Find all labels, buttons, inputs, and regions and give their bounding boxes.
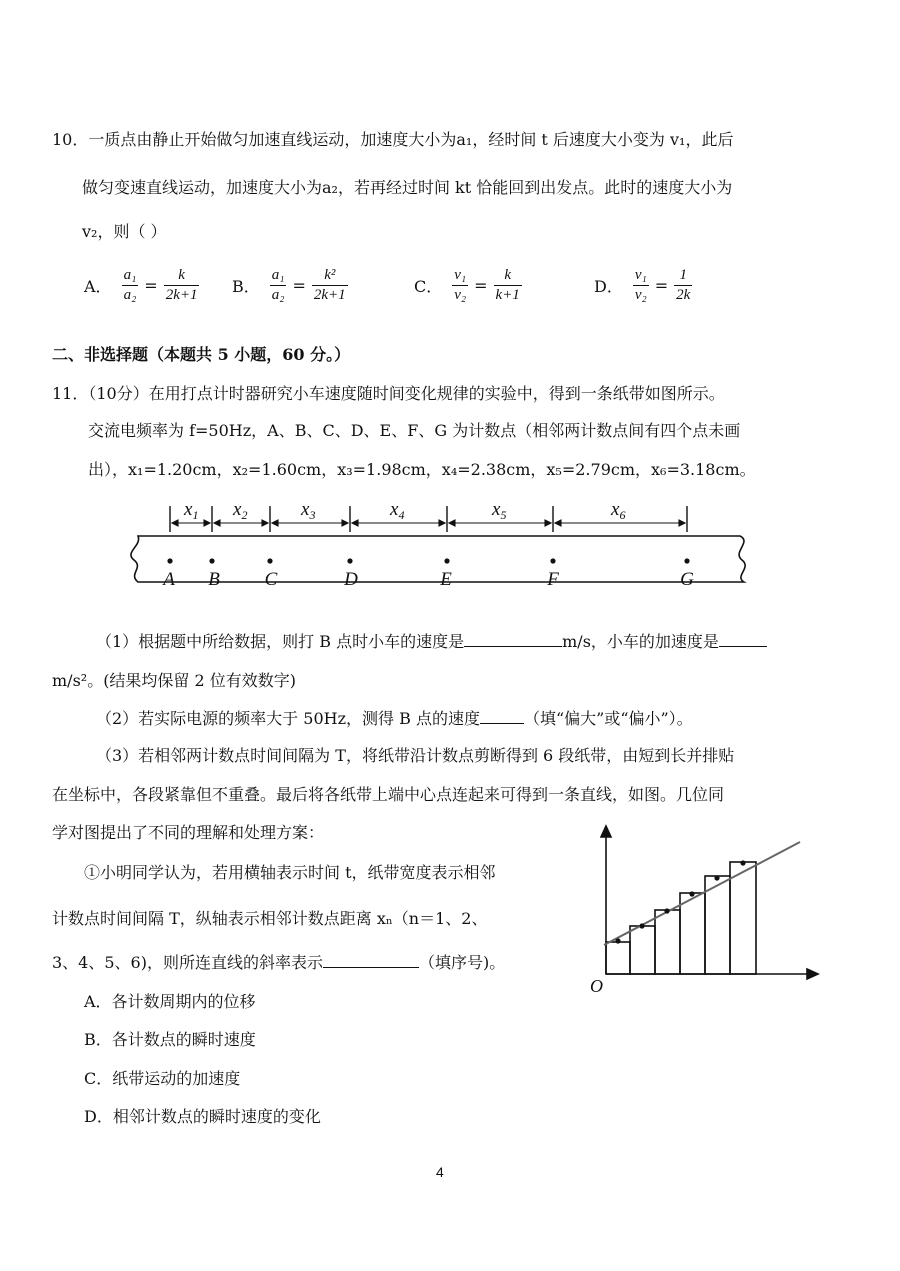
q10-line2: 做匀变速直线运动，加速度大小为a₂，若再经过时间 kt 恰能回到出发点。此时的速度大小为 xyxy=(82,178,733,197)
segment-label-x1: $x_1$ xyxy=(184,499,199,522)
dot-B xyxy=(209,558,214,563)
q11-part3-line1: （3）若相邻两计数点时间间隔为 T，将纸带沿计数点剪断得到 6 段纸带，由短到长并排贴 xyxy=(96,746,735,765)
dot-C xyxy=(267,558,272,563)
point-label-B: B xyxy=(208,569,220,590)
strip-center-2 xyxy=(639,923,644,928)
fraction-rhs: $\frac{\text{k²}}{2k+1}$ xyxy=(313,267,346,303)
strip-center-6 xyxy=(740,860,745,865)
strip-1 xyxy=(606,942,630,974)
page-number: 4 xyxy=(436,1164,444,1180)
q11-part2: （2）若实际电源的频率大于 50Hz，测得 B 点的速度 （填“偏大”或“偏小”）。 xyxy=(96,709,693,728)
strip-center-4 xyxy=(689,891,694,896)
segment-label-x6: $x_6$ xyxy=(611,499,626,522)
dot-E xyxy=(444,558,449,563)
point-label-C: C xyxy=(264,569,278,590)
fraction-rhs: $\frac{k}{2k+1}$ xyxy=(165,267,198,303)
strip-6 xyxy=(730,862,756,974)
point-label-F: F xyxy=(547,569,559,590)
strip-center-3 xyxy=(664,908,669,913)
q10-option-d[interactable]: D． $\frac{\text{v₁}}{\text{v₂}}$ = $\frac{1}{2k}$ xyxy=(594,267,691,303)
option-label: C． xyxy=(414,277,443,296)
dot-F xyxy=(550,558,555,563)
fitted-line xyxy=(604,842,800,945)
answer-blank-acceleration[interactable] xyxy=(719,630,767,647)
q11-part3-line2: 在坐标中，各段紧靠但不重叠。最后将各纸带上端中心点连起来可得到一条直线，如图。几位同 xyxy=(52,785,725,804)
segment-label-x4: $x_4$ xyxy=(390,499,405,522)
segment-label-x2: $x_2$ xyxy=(233,499,248,522)
q11-part1-line2: m/s²。(结果均保留 2 位有效数字) xyxy=(52,671,297,690)
strip-4 xyxy=(680,893,705,974)
fraction-lhs: $\frac{\text{a₁}}{\text{a₂}}$ xyxy=(271,267,285,303)
q11-part3-line5: 计数点时间间隔 T，纵轴表示相邻计数点距离 xₙ（n＝1、2、 xyxy=(52,909,488,928)
strip-center-5 xyxy=(714,875,719,880)
choice-a[interactable]: A．各计数周期内的位移 xyxy=(84,992,256,1011)
fraction-rhs: $\frac{k}{k+1}$ xyxy=(495,267,520,303)
x-axis-arrow xyxy=(807,969,818,979)
point-label-G: G xyxy=(680,569,694,590)
choice-d[interactable]: D．相邻计数点的瞬时速度的变化 xyxy=(84,1107,321,1126)
point-label-A: A xyxy=(163,569,175,590)
segment-label-x5: $x_5$ xyxy=(492,499,507,522)
q11-part1-line1: （1）根据题中所给数据，则打 B 点时小车的速度是 m/s，小车的加速度是 xyxy=(96,629,767,652)
strip-graph-figure xyxy=(586,824,822,994)
q11-line2: 交流电频率为 f=50Hz，A、B、C、D、E、F、G 为计数点（相邻两计数点间有四个点未画 xyxy=(88,421,741,440)
q10-line1: 10．一质点由静止开始做匀加速直线运动，加速度大小为a₁，经时间 t 后速度大小变为 v₁，此后 xyxy=(52,130,734,149)
choice-c[interactable]: C．纸带运动的加速度 xyxy=(84,1069,241,1088)
point-label-E: E xyxy=(440,569,452,590)
q10-option-b[interactable]: B． $\frac{\text{a₁}}{\text{a₂}}$ = $\frac{\text{k²}}{2k+1}$ xyxy=(232,267,346,303)
answer-blank-slope[interactable] xyxy=(323,951,419,968)
fraction-lhs: $\frac{\text{v₁}}{\text{v₂}}$ xyxy=(634,267,647,303)
fraction-rhs: $\frac{1}{2k}$ xyxy=(676,267,691,303)
dot-A xyxy=(167,558,172,563)
choice-b[interactable]: B．各计数点的瞬时速度 xyxy=(84,1030,256,1049)
strip-center-1 xyxy=(615,938,620,943)
q11-line1: 11．（10分）在用打点计时器研究小车速度随时间变化规律的实验中，得到一条纸带如图所示。 xyxy=(52,384,725,403)
fraction-lhs: $\frac{\text{v₁}}{\text{v₂}}$ xyxy=(454,267,467,303)
origin-label: O xyxy=(590,976,603,994)
paper-tape-figure xyxy=(120,494,760,594)
dot-G xyxy=(684,558,689,563)
tape-outline xyxy=(131,536,745,582)
q10-line3: v₂，则（ ） xyxy=(82,222,167,241)
strip-2 xyxy=(630,926,655,974)
q11-part3-line3: 学对图提出了不同的理解和处理方案： xyxy=(52,823,325,842)
segment-label-x3: $x_3$ xyxy=(301,499,316,522)
option-label: B． xyxy=(232,277,260,296)
y-axis-arrow xyxy=(601,826,611,837)
option-label: A． xyxy=(84,277,112,296)
answer-blank-b-velocity[interactable] xyxy=(464,630,562,647)
dot-D xyxy=(347,558,352,563)
answer-blank-bias[interactable] xyxy=(480,707,524,724)
section-heading: 二、非选择题（本题共 5 小题，60 分。） xyxy=(52,345,351,364)
q11-part3-line6: 3、4、5、6)，则所连直线的斜率表示 （填序号)。 xyxy=(52,953,506,972)
q11-line3: 出），x₁=1.20cm，x₂=1.60cm，x₃=1.98cm，x₄=2.38cm，x₅=2.79cm，x₆=3.18cm。 xyxy=(88,460,756,479)
option-label: D． xyxy=(594,277,623,296)
strip-3 xyxy=(655,910,680,974)
q11-part3-line4: ①小明同学认为，若用横轴表示时间 t，纸带宽度表示相邻 xyxy=(84,863,496,882)
q10-option-a[interactable]: A． $\frac{\text{a₁}}{\text{a₂}}$ = $\frac{k}{2k+1}$ xyxy=(84,267,198,303)
q10-option-c[interactable]: C． $\frac{\text{v₁}}{\text{v₂}}$ = $\frac{k}{k+1}$ xyxy=(414,267,520,303)
point-label-D: D xyxy=(344,569,358,590)
fraction-lhs: $\frac{\text{a₁}}{\text{a₂}}$ xyxy=(123,267,137,303)
